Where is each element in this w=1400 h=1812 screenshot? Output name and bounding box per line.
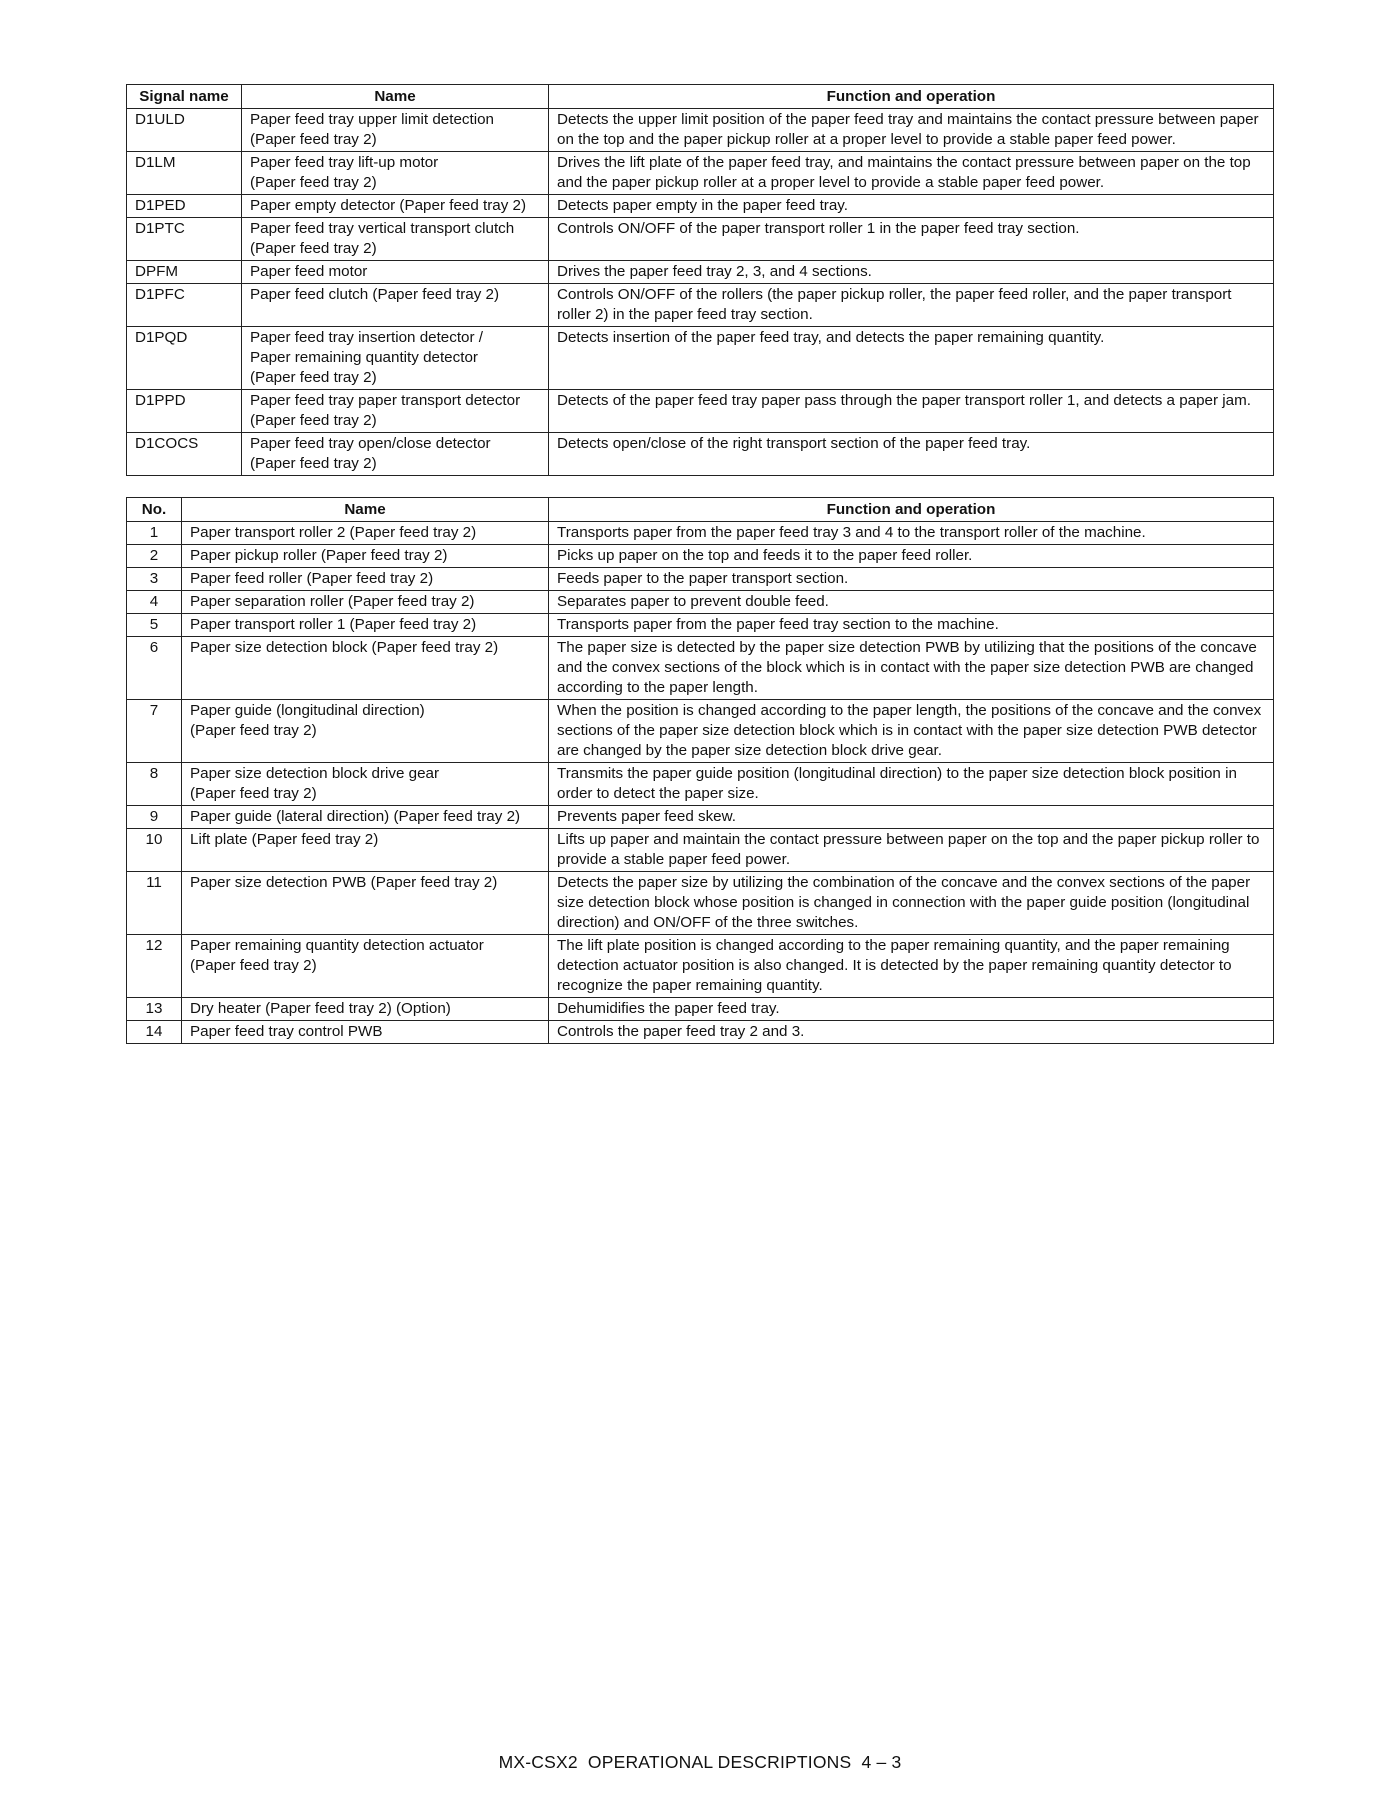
- signal-name-cell: D1PQD: [127, 327, 242, 390]
- table-row: [127, 522, 1274, 545]
- name-cell: Paper feed motor: [242, 261, 549, 284]
- name-cell: Paper pickup roller (Paper feed tray 2): [182, 545, 549, 568]
- table-row: [127, 591, 1274, 614]
- table-row: [127, 109, 1274, 152]
- table-row: [127, 195, 1274, 218]
- table-row: [127, 614, 1274, 637]
- number-cell: 11: [127, 872, 182, 935]
- table-row: [127, 1021, 1274, 1044]
- table-row: [127, 545, 1274, 568]
- signal-name-cell: D1ULD: [127, 109, 242, 152]
- function-cell: Prevents paper feed skew.: [549, 806, 1274, 829]
- function-cell: Detects the paper size by utilizing the combination of the concave and the convex sections of the paper size detection block whose position is changed in connection with the paper guide position (longitudinal direction) and ON/OFF of the three switches.: [549, 872, 1274, 935]
- signal-name-cell: D1COCS: [127, 433, 242, 476]
- name-cell: Paper feed roller (Paper feed tray 2): [182, 568, 549, 591]
- name-cell: Paper feed tray control PWB: [182, 1021, 549, 1044]
- function-cell: Transports paper from the paper feed tray section to the machine.: [549, 614, 1274, 637]
- function-cell: Feeds paper to the paper transport section.: [549, 568, 1274, 591]
- parts-table: [126, 497, 1274, 1044]
- name-cell: Paper transport roller 1 (Paper feed tray 2): [182, 614, 549, 637]
- function-cell: Transports paper from the paper feed tray 3 and 4 to the transport roller of the machine.: [549, 522, 1274, 545]
- signal-name-cell: DPFM: [127, 261, 242, 284]
- number-cell: 9: [127, 806, 182, 829]
- table-row: [127, 763, 1274, 806]
- name-cell: Paper feed tray paper transport detector (Paper feed tray 2): [242, 390, 549, 433]
- function-cell: Dehumidifies the paper feed tray.: [549, 998, 1274, 1021]
- number-cell: 4: [127, 591, 182, 614]
- table-row: [127, 152, 1274, 195]
- function-cell: Detects open/close of the right transport section of the paper feed tray.: [549, 433, 1274, 476]
- function-cell: Picks up paper on the top and feeds it to the paper feed roller.: [549, 545, 1274, 568]
- table-row: [127, 935, 1274, 998]
- name-cell: Paper empty detector (Paper feed tray 2): [242, 195, 549, 218]
- number-cell: 2: [127, 545, 182, 568]
- number-cell: 1: [127, 522, 182, 545]
- function-cell: When the position is changed according to the paper length, the positions of the concave and the convex sections of the paper size detection block which is in contact with the paper size detection PWB detector are changed by the paper size detection block drive gear.: [549, 700, 1274, 763]
- name-cell: Paper guide (longitudinal direction) (Paper feed tray 2): [182, 700, 549, 763]
- table-row: [127, 218, 1274, 261]
- name-cell: Lift plate (Paper feed tray 2): [182, 829, 549, 872]
- table-row: [127, 637, 1274, 700]
- name-cell: Dry heater (Paper feed tray 2) (Option): [182, 998, 549, 1021]
- function-cell: Controls ON/OFF of the rollers (the paper pickup roller, the paper feed roller, and the paper transport roller 2) in the paper feed tray section.: [549, 284, 1274, 327]
- function-cell: Transmits the paper guide position (longitudinal direction) to the paper size detection block position in order to detect the paper size.: [549, 763, 1274, 806]
- name-cell: Paper separation roller (Paper feed tray 2): [182, 591, 549, 614]
- name-cell: Paper feed tray lift-up motor (Paper feed tray 2): [242, 152, 549, 195]
- number-cell: 5: [127, 614, 182, 637]
- number-cell: 8: [127, 763, 182, 806]
- table-row: [127, 872, 1274, 935]
- function-cell: Drives the paper feed tray 2, 3, and 4 sections.: [549, 261, 1274, 284]
- table-row: [127, 390, 1274, 433]
- table-row: [127, 829, 1274, 872]
- header-name: Name: [182, 498, 549, 522]
- name-cell: Paper size detection block drive gear (Paper feed tray 2): [182, 763, 549, 806]
- table-row: [127, 806, 1274, 829]
- name-cell: Paper size detection PWB (Paper feed tray 2): [182, 872, 549, 935]
- name-cell: Paper remaining quantity detection actuator (Paper feed tray 2): [182, 935, 549, 998]
- function-cell: Controls ON/OFF of the paper transport roller 1 in the paper feed tray section.: [549, 218, 1274, 261]
- signal-name-cell: D1LM: [127, 152, 242, 195]
- name-cell: Paper size detection block (Paper feed tray 2): [182, 637, 549, 700]
- table-row: [127, 700, 1274, 763]
- parts-table-header: [127, 498, 1274, 522]
- number-cell: 10: [127, 829, 182, 872]
- signal-name-cell: D1PED: [127, 195, 242, 218]
- header-signal-name: Signal name: [127, 85, 242, 109]
- table-row: [127, 568, 1274, 591]
- header-name: Name: [242, 85, 549, 109]
- number-cell: 7: [127, 700, 182, 763]
- signal-name-cell: D1PPD: [127, 390, 242, 433]
- signal-table: [126, 84, 1274, 476]
- number-cell: 3: [127, 568, 182, 591]
- number-cell: 13: [127, 998, 182, 1021]
- name-cell: Paper transport roller 2 (Paper feed tray 2): [182, 522, 549, 545]
- name-cell: Paper feed tray open/close detector (Paper feed tray 2): [242, 433, 549, 476]
- function-cell: The lift plate position is changed according to the paper remaining quantity, and the paper remaining detection actuator position is also changed. It is detected by the paper remaining quantity detector to recognize the paper remaining quantity.: [549, 935, 1274, 998]
- name-cell: Paper feed tray upper limit detection (Paper feed tray 2): [242, 109, 549, 152]
- header-function: Function and operation: [549, 85, 1274, 109]
- function-cell: Detects of the paper feed tray paper pass through the paper transport roller 1, and detects a paper jam.: [549, 390, 1274, 433]
- header-function: Function and operation: [549, 498, 1274, 522]
- function-cell: The paper size is detected by the paper size detection PWB by utilizing that the positions of the concave and the convex sections of the block which is in contact with the paper size detection PWB are changed according to the paper length.: [549, 637, 1274, 700]
- page-footer: MX-CSX2 OPERATIONAL DESCRIPTIONS 4 – 3: [498, 1752, 902, 1772]
- function-cell: Detects the upper limit position of the paper feed tray and maintains the contact pressure between paper on the top and the paper pickup roller at a proper level to provide a stable paper feed power.: [549, 109, 1274, 152]
- table-row: [127, 327, 1274, 390]
- function-cell: Controls the paper feed tray 2 and 3.: [549, 1021, 1274, 1044]
- function-cell: Drives the lift plate of the paper feed tray, and maintains the contact pressure between paper on the top and the paper pickup roller at a proper level to provide a stable paper feed power.: [549, 152, 1274, 195]
- function-cell: Lifts up paper and maintain the contact pressure between paper on the top and the paper pickup roller to provide a stable paper feed power.: [549, 829, 1274, 872]
- function-cell: Separates paper to prevent double feed.: [549, 591, 1274, 614]
- number-cell: 6: [127, 637, 182, 700]
- header-no: No.: [127, 498, 182, 522]
- function-cell: Detects paper empty in the paper feed tray.: [549, 195, 1274, 218]
- number-cell: 12: [127, 935, 182, 998]
- signal-table-header: [127, 85, 1274, 109]
- name-cell: Paper feed clutch (Paper feed tray 2): [242, 284, 549, 327]
- table-row: [127, 433, 1274, 476]
- table-row: [127, 261, 1274, 284]
- number-cell: 14: [127, 1021, 182, 1044]
- signal-name-cell: D1PFC: [127, 284, 242, 327]
- function-cell: Detects insertion of the paper feed tray, and detects the paper remaining quantity.: [549, 327, 1274, 390]
- name-cell: Paper guide (lateral direction) (Paper feed tray 2): [182, 806, 549, 829]
- name-cell: Paper feed tray insertion detector / Paper remaining quantity detector (Paper feed tray 2): [242, 327, 549, 390]
- name-cell: Paper feed tray vertical transport clutch (Paper feed tray 2): [242, 218, 549, 261]
- signal-name-cell: D1PTC: [127, 218, 242, 261]
- table-row: [127, 284, 1274, 327]
- table-row: [127, 998, 1274, 1021]
